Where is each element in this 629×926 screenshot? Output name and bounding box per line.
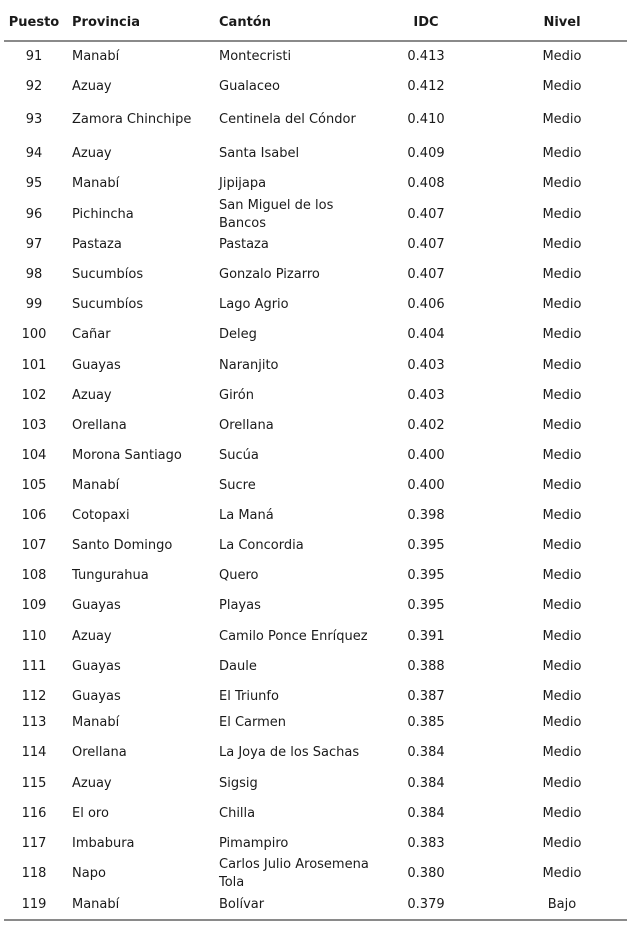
- row-nivel: Medio: [542, 866, 582, 881]
- row-provincia: Orellana: [72, 745, 127, 760]
- row-canton: Naranjito: [219, 358, 279, 373]
- row-provincia: Manabí: [72, 478, 120, 493]
- row-canton: El Triunfo: [219, 689, 279, 704]
- row-nivel: Medio: [542, 568, 582, 583]
- row-idc: 0.387: [407, 689, 445, 704]
- row-canton: San Miguel de los Bancos: [219, 198, 334, 231]
- row-nivel: Bajo: [547, 897, 577, 912]
- row-puesto: 93: [25, 112, 43, 127]
- row-idc: 0.413: [407, 49, 445, 64]
- row-canton: Santa Isabel: [219, 146, 300, 161]
- row-idc: 0.391: [407, 629, 445, 644]
- row-nivel: Medio: [542, 538, 582, 553]
- row-canton: Deleg: [219, 327, 257, 342]
- row-provincia: Azuay: [72, 146, 112, 161]
- row-provincia: Pastaza: [72, 237, 122, 252]
- row-canton: Centinela del Cóndor: [219, 112, 356, 127]
- row-provincia: Azuay: [72, 629, 112, 644]
- row-provincia: Tungurahua: [72, 568, 149, 583]
- row-nivel: Medio: [542, 49, 582, 64]
- row-puesto: 98: [25, 267, 43, 282]
- row-nivel: Medio: [542, 598, 582, 613]
- row-idc: 0.406: [407, 297, 445, 312]
- row-idc: 0.400: [407, 478, 445, 493]
- row-nivel: Medio: [542, 745, 582, 760]
- row-nivel: Medio: [542, 776, 582, 791]
- row-idc: 0.383: [407, 836, 445, 851]
- row-puesto: 94: [25, 146, 43, 161]
- row-idc: 0.407: [407, 237, 445, 252]
- row-provincia: Morona Santiago: [72, 448, 182, 463]
- row-canton: Orellana: [219, 418, 274, 433]
- row-puesto: 100: [21, 327, 47, 342]
- row-puesto: 91: [25, 49, 43, 64]
- row-idc: 0.395: [407, 538, 445, 553]
- row-idc: 0.384: [407, 806, 445, 821]
- row-nivel: Medio: [542, 237, 582, 252]
- row-canton: La Maná: [219, 508, 274, 523]
- row-provincia: Cañar: [72, 327, 111, 342]
- row-provincia: Guayas: [72, 598, 121, 613]
- row-nivel: Medio: [542, 112, 582, 127]
- row-provincia: Manabí: [72, 897, 120, 912]
- row-idc: 0.384: [407, 776, 445, 791]
- row-nivel: Medio: [542, 327, 582, 342]
- row-puesto: 109: [21, 598, 47, 613]
- row-puesto: 113: [21, 715, 47, 730]
- row-idc: 0.407: [407, 207, 445, 222]
- row-nivel: Medio: [542, 176, 582, 191]
- row-nivel: Medio: [542, 418, 582, 433]
- row-canton: Montecristi: [219, 49, 292, 64]
- row-provincia: Napo: [72, 866, 106, 881]
- row-canton: Sucúa: [219, 448, 259, 463]
- header-canton: Cantón: [219, 15, 271, 30]
- row-provincia: Imbabura: [72, 836, 135, 851]
- row-puesto: 119: [21, 897, 47, 912]
- row-canton: Gualaceo: [219, 79, 280, 94]
- row-provincia: Guayas: [72, 358, 121, 373]
- row-idc: 0.404: [407, 327, 445, 342]
- row-provincia: Guayas: [72, 689, 121, 704]
- row-puesto: 92: [25, 79, 43, 94]
- row-puesto: 112: [21, 689, 47, 704]
- row-nivel: Medio: [542, 659, 582, 674]
- row-canton: Bolívar: [219, 897, 265, 912]
- row-puesto: 104: [21, 448, 47, 463]
- row-provincia: Cotopaxi: [72, 508, 130, 523]
- row-idc: 0.407: [407, 267, 445, 282]
- row-provincia: Orellana: [72, 418, 127, 433]
- row-provincia: Pichincha: [72, 207, 134, 222]
- row-puesto: 110: [21, 629, 47, 644]
- row-provincia: Azuay: [72, 79, 112, 94]
- row-puesto: 95: [25, 176, 43, 191]
- row-idc: 0.402: [407, 418, 445, 433]
- header-idc: IDC: [413, 15, 439, 30]
- row-idc: 0.395: [407, 598, 445, 613]
- row-canton: La Joya de los Sachas: [219, 745, 360, 760]
- row-nivel: Medio: [542, 508, 582, 523]
- row-idc: 0.395: [407, 568, 445, 583]
- row-puesto: 117: [21, 836, 47, 851]
- row-idc: 0.384: [407, 745, 445, 760]
- row-idc: 0.409: [407, 146, 445, 161]
- row-idc: 0.403: [407, 388, 445, 403]
- row-puesto: 103: [21, 418, 47, 433]
- row-idc: 0.388: [407, 659, 445, 674]
- row-nivel: Medio: [542, 806, 582, 821]
- row-puesto: 114: [21, 745, 47, 760]
- row-provincia: Guayas: [72, 659, 121, 674]
- row-puesto: 107: [21, 538, 47, 553]
- bottom-rule: [4, 919, 627, 921]
- row-puesto: 118: [21, 866, 47, 881]
- header-puesto: Puesto: [8, 15, 60, 30]
- row-nivel: Medio: [542, 478, 582, 493]
- row-canton: Lago Agrio: [219, 297, 289, 312]
- row-canton: La Concordia: [219, 538, 304, 553]
- row-canton: Pastaza: [219, 237, 269, 252]
- row-idc: 0.379: [407, 897, 445, 912]
- row-provincia: Sucumbíos: [72, 267, 144, 282]
- row-puesto: 101: [21, 358, 47, 373]
- row-nivel: Medio: [542, 836, 582, 851]
- row-canton: Jipijapa: [219, 176, 267, 191]
- row-idc: 0.400: [407, 448, 445, 463]
- row-provincia: Manabí: [72, 176, 120, 191]
- row-puesto: 96: [25, 207, 43, 222]
- row-puesto: 102: [21, 388, 47, 403]
- row-nivel: Medio: [542, 79, 582, 94]
- row-nivel: Medio: [542, 146, 582, 161]
- row-puesto: 97: [25, 237, 43, 252]
- row-canton: Quero: [219, 568, 259, 583]
- header-rule: [4, 40, 627, 42]
- row-canton: Playas: [219, 598, 261, 613]
- row-puesto: 108: [21, 568, 47, 583]
- header-provincia: Provincia: [72, 15, 140, 30]
- row-nivel: Medio: [542, 358, 582, 373]
- row-idc: 0.385: [407, 715, 445, 730]
- row-provincia: Sucumbíos: [72, 297, 144, 312]
- row-provincia: Santo Domingo: [72, 538, 173, 553]
- row-nivel: Medio: [542, 689, 582, 704]
- row-nivel: Medio: [542, 267, 582, 282]
- row-nivel: Medio: [542, 207, 582, 222]
- row-puesto: 111: [21, 659, 47, 674]
- row-puesto: 106: [21, 508, 47, 523]
- row-provincia: Manabí: [72, 715, 120, 730]
- row-idc: 0.403: [407, 358, 445, 373]
- row-canton: Chilla: [219, 806, 256, 821]
- row-provincia: El oro: [72, 806, 109, 821]
- row-canton: Girón: [219, 388, 254, 403]
- row-puesto: 99: [25, 297, 43, 312]
- row-idc: 0.412: [407, 79, 445, 94]
- row-idc: 0.408: [407, 176, 445, 191]
- row-canton: Gonzalo Pizarro: [219, 267, 320, 282]
- header-nivel: Nivel: [543, 15, 581, 30]
- row-nivel: Medio: [542, 715, 582, 730]
- row-nivel: Medio: [542, 629, 582, 644]
- row-nivel: Medio: [542, 297, 582, 312]
- row-provincia: Azuay: [72, 776, 112, 791]
- row-canton: Sucre: [219, 478, 256, 493]
- row-provincia: Manabí: [72, 49, 120, 64]
- row-puesto: 105: [21, 478, 47, 493]
- row-provincia: Zamora Chinchipe: [72, 112, 192, 127]
- row-canton: El Carmen: [219, 715, 287, 730]
- row-nivel: Medio: [542, 448, 582, 463]
- row-canton: Sigsig: [219, 776, 258, 791]
- row-idc: 0.398: [407, 508, 445, 523]
- row-provincia: Azuay: [72, 388, 112, 403]
- row-canton: Camilo Ponce Enríquez: [219, 629, 368, 644]
- row-puesto: 115: [21, 776, 47, 791]
- row-canton: Carlos Julio Arosemena Tola: [219, 857, 369, 890]
- row-puesto: 116: [21, 806, 47, 821]
- row-idc: 0.410: [407, 112, 445, 127]
- row-canton: Pimampiro: [219, 836, 289, 851]
- row-idc: 0.380: [407, 866, 445, 881]
- row-nivel: Medio: [542, 388, 582, 403]
- row-canton: Daule: [219, 659, 257, 674]
